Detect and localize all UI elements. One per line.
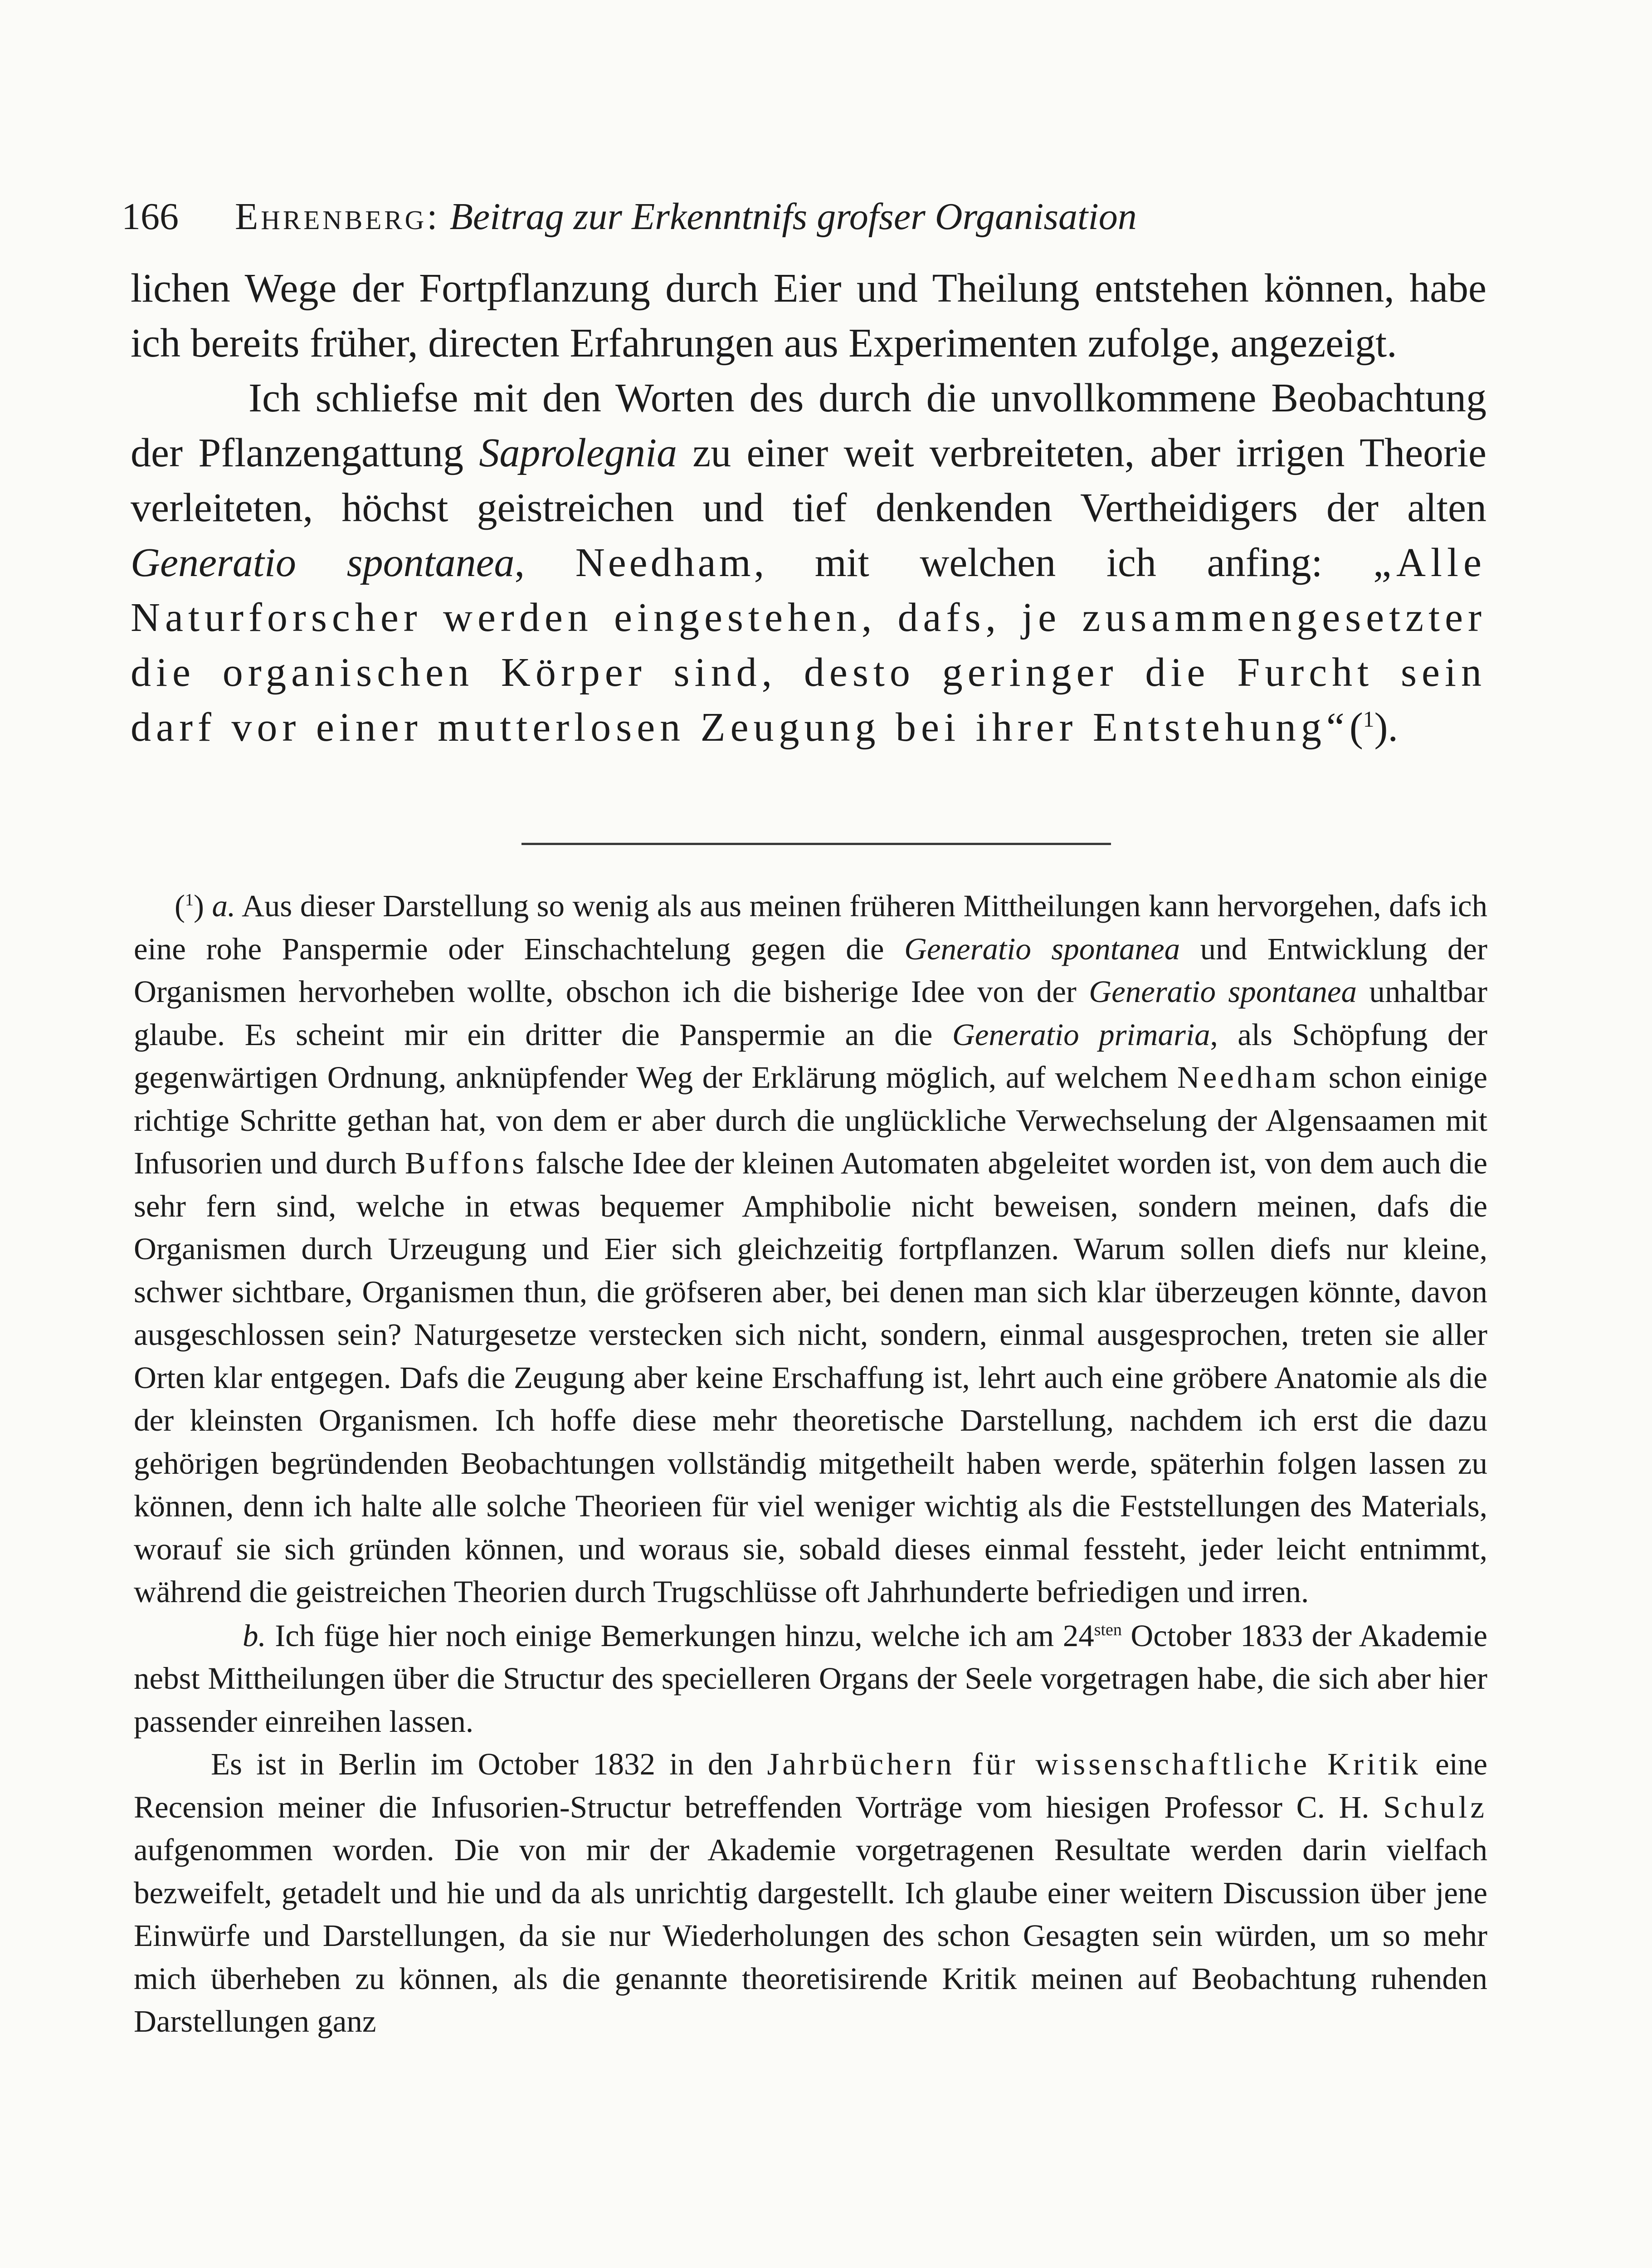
text-run: unhaltbar glaube. Es scheint mir ein dritter die Panspermie an die bbox=[134, 974, 1488, 1052]
text-run: , als Schöpfung der gegenwärtigen Ordnung, anknüpfender Weg der Erklärung möglich, auf welchem bbox=[134, 1017, 1487, 1095]
footnotes bbox=[134, 885, 1487, 2043]
text-run: eine Recension meiner die Infusorien-Structur betreffenden Vorträge vom hiesigen Professor C. H. bbox=[134, 1747, 1488, 1824]
main-paragraph-2 bbox=[131, 371, 1486, 755]
text-run: ( bbox=[1349, 705, 1363, 750]
footnote-letter: a. bbox=[212, 889, 236, 923]
running-header bbox=[122, 190, 1473, 244]
journal-title: Jahrbüchern für wissenschaftliche Kritik bbox=[767, 1747, 1421, 1781]
header-author: Ehrenberg: bbox=[235, 196, 440, 238]
text-run: Ich füge hier noch einige Bemerkungen hinzu, welche ich am 24 bbox=[266, 1618, 1094, 1653]
footnote-mark-close: ) bbox=[193, 889, 204, 923]
footnote-paragraph bbox=[134, 1743, 1487, 2043]
footnote-reference: 1 bbox=[1363, 707, 1374, 732]
text-run: October 1833 der Akademie nebst Mittheilungen über die Structur des specielleren Organs der Seele vorgetragen habe, die sich aber hier passender einreihen lassen. bbox=[134, 1618, 1487, 1739]
text-run: Ich schliefse mit den Worten des durch die unvollkommene Beobachtung der Pflanzengattung bbox=[131, 376, 1486, 475]
text-run: zu einer weit verbreiteten, aber irrigen Theorie verleiteten, höchst geistreichen und tief denkenden Vertheidigers der alten bbox=[131, 430, 1486, 530]
footnote-divider bbox=[521, 843, 1111, 845]
latin-term: Generatio spontanea bbox=[131, 540, 515, 585]
text-run: Aus dieser Darstellung so wenig als aus meinen früheren Mittheilungen kann hervorgehen, dafs ich eine rohe Panspermie oder Einschachtelung gegen die bbox=[134, 889, 1488, 966]
footnote-letter: b. bbox=[243, 1618, 266, 1653]
text-run: ). bbox=[1374, 705, 1399, 750]
text-run: schon einige richtige Schritte gethan hat, von dem er aber durch die unglückliche Verwechselung der Algensaamen mit Infusorien und durch bbox=[134, 1060, 1487, 1180]
footnote-mark-open: ( bbox=[175, 889, 185, 923]
main-text bbox=[131, 261, 1486, 755]
text-run: und Entwicklung der Organismen hervorheben wollte, obschon ich die bisherige Idee von der bbox=[134, 931, 1488, 1009]
footnote-a bbox=[134, 885, 1487, 1613]
person-name: Needham bbox=[575, 540, 754, 585]
page-number: 166 bbox=[122, 196, 179, 238]
person-name: Schulz bbox=[1383, 1789, 1487, 1824]
text-run: Es ist in Berlin im October 1832 in den bbox=[211, 1747, 767, 1781]
latin-term: Generatio primaria bbox=[952, 1017, 1210, 1052]
running-title: Beitrag zur Erkenntnifs grofser Organisation bbox=[449, 196, 1137, 238]
text-run: , bbox=[514, 540, 575, 585]
text-run: falsche Idee der kleinen Automaten abgeleitet worden ist, von dem auch die sehr fern sind, welche in etwas bequemer Amphibolie nicht beweisen, sondern meinen, dafs die Organismen durch Urzeugung und Eier sich gleichzeitig fortpflanzen. Warum sollen diefs nur kleine, schwer sichtbare, Organismen thun, die gröfseren aber, bei denen man sich klar überzeugen könnte, davon ausgeschlossen sein? Naturgesetze verstecken sich nicht, sondern, einmal ausgesprochen, treten sie aller Orten klar entgegen. Dafs die Zeugung aber keine Erschaffung ist, lehrt auch eine gröbere Anatomie als die der kleinsten Organismen. Ich hoffe diese mehr theoretische Darstellung, nachdem ich erst die dazu gehörigen begründenden Beobachtungen vollständig mitgetheilt haben werde, späterhin folgen lassen zu können, denn ich halte alle solche Theorieen für viel weniger wichtig als die Feststellungen des Materials, worauf sie sich gründen können, und woraus sie, sobald dieses einmal fessteht, jeder leicht entnimmt, während die geistreichen Theorien durch Trugschlüsse oft Jahrhunderte befriedigen und irren. bbox=[134, 1146, 1487, 1609]
taxon-name: Saprolegnia bbox=[479, 430, 677, 475]
person-name: Buffons bbox=[404, 1146, 527, 1180]
footnote-b bbox=[134, 1614, 1487, 1743]
latin-term: Generatio spontanea bbox=[904, 931, 1180, 966]
latin-term: Generatio spontanea bbox=[1089, 974, 1357, 1009]
footnote-mark-number: 1 bbox=[185, 890, 194, 909]
person-name: Needham bbox=[1177, 1060, 1320, 1095]
ordinal-suffix: sten bbox=[1094, 1620, 1122, 1639]
text-run: , mit welchen ich anfing: bbox=[754, 540, 1374, 585]
quotation: „Alle Naturforscher werden eingestehen, dafs, je zusammengesetzter die organischen Körper sind, desto geringer die Furcht sein darf vor einer mutterlosen Zeugung bei ihrer Entstehung“ bbox=[131, 540, 1487, 750]
main-paragraph-1: lichen Wege der Fortpflanzung durch Eier und Theilung entstehen können, habe ich bereits früher, directen Erfahrungen aus Experimenten zufolge, angezeigt. bbox=[131, 266, 1486, 366]
text-run: aufgenommen worden. Die von mir der Akademie vorgetragenen Resultate werden darin vielfach bezweifelt, getadelt und hie und da als unrichtig dargestellt. Ich glaube einer weitern Discussion über jene Einwürfe und Darstellungen, da sie nur Wiederholungen des schon Gesagten sein würden, um so mehr mich überheben zu können, als die genannte theoretisirende Kritik meinen auf Beobachtung ruhenden Darstellungen ganz bbox=[134, 1833, 1487, 2038]
